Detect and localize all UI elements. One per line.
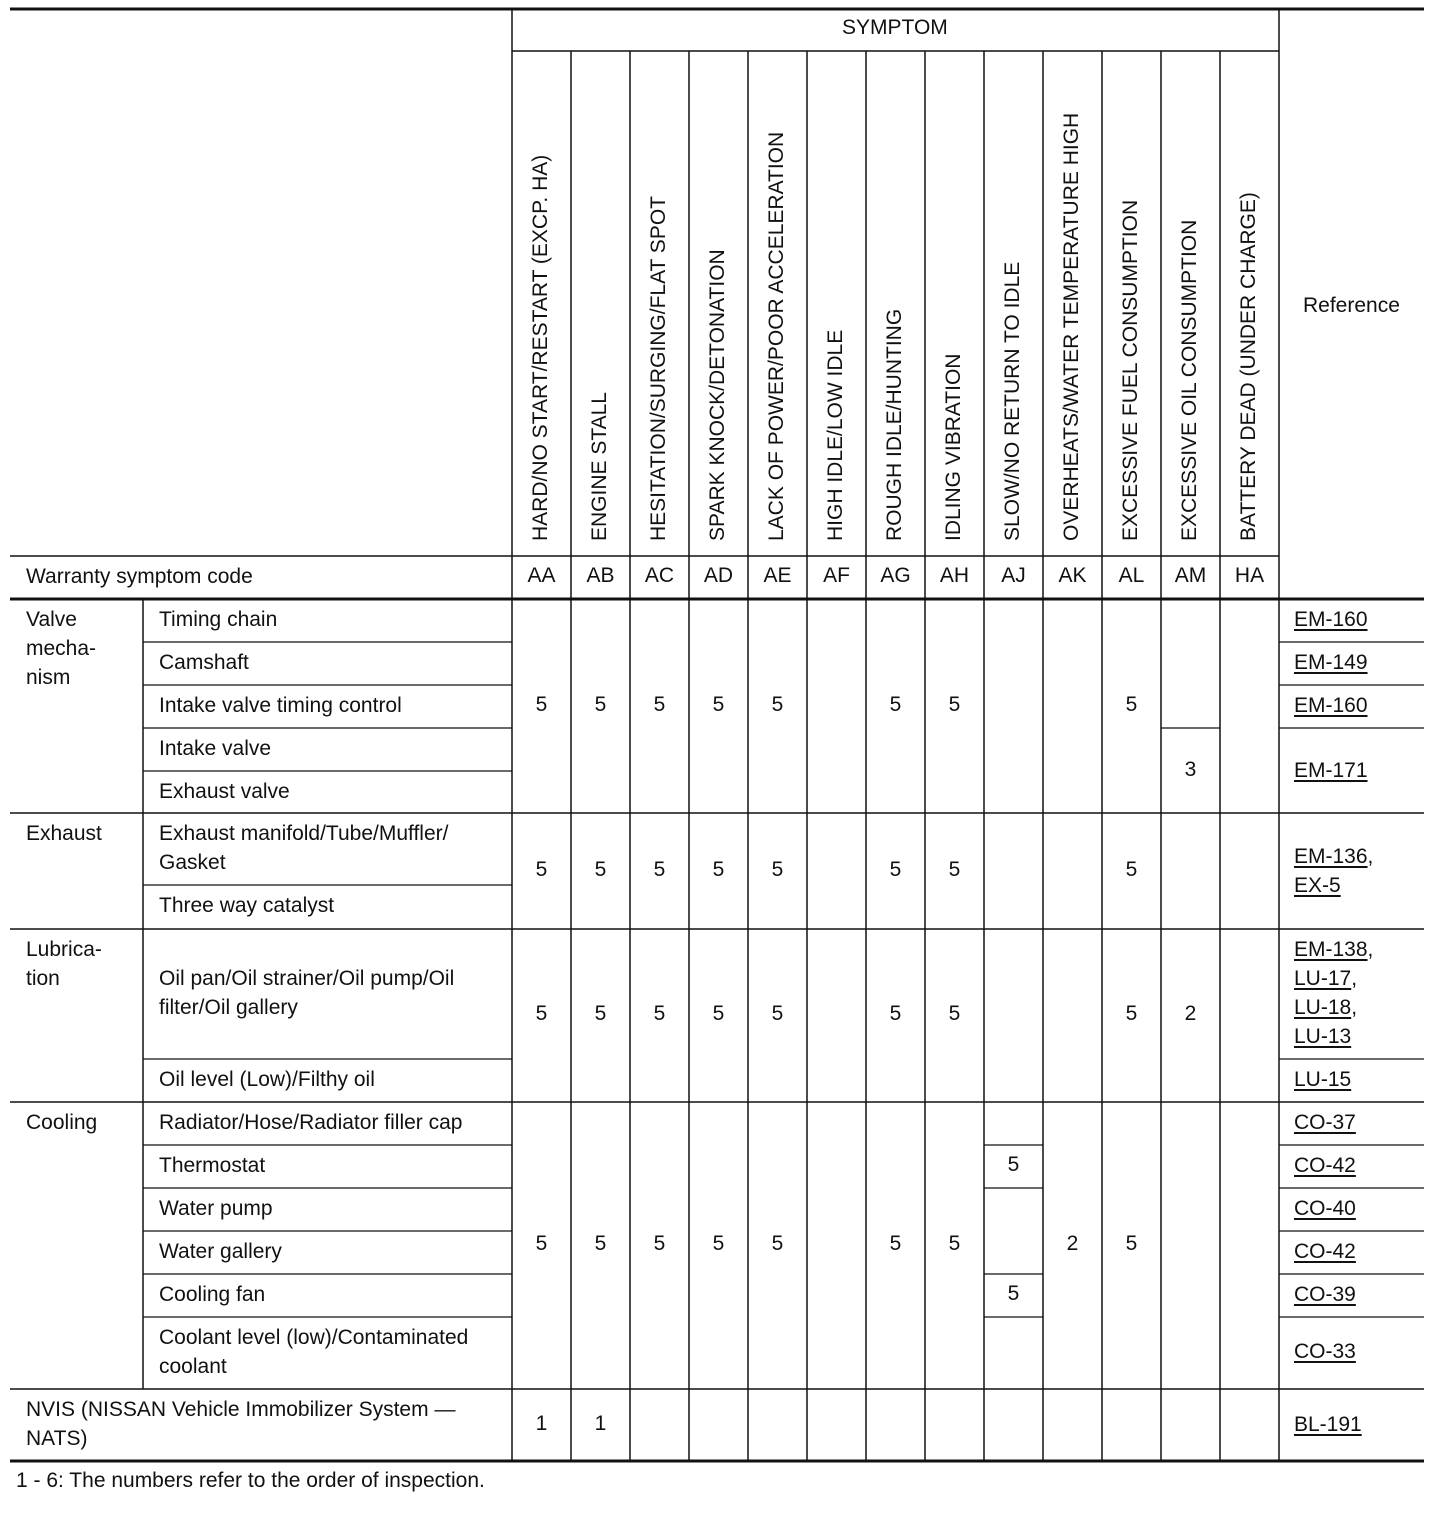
reference-header: Reference <box>1303 294 1400 317</box>
group-label-nvis: NATS) <box>26 1427 88 1450</box>
symptom-column-header: EXCESSIVE OIL CONSUMPTION <box>1177 219 1201 541</box>
inspection-order-value: 5 <box>712 858 725 881</box>
warranty-code: AF <box>823 564 850 587</box>
inspection-order-value: 5 <box>1007 1282 1020 1305</box>
reference-link-link[interactable]: LU-15 <box>1294 1068 1352 1091</box>
inspection-order-value: 5 <box>1125 1002 1138 1025</box>
item-label: Exhaust manifold/Tube/Muffler/ <box>159 822 449 845</box>
item-label: Intake valve <box>159 737 272 760</box>
symptom-column-header: ROUGH IDLE/HUNTING <box>882 308 906 541</box>
symptom-column-header: HESITATION/SURGING/FLAT SPOT <box>646 196 670 541</box>
inspection-order-value: 5 <box>889 1232 902 1255</box>
warranty-code: AD <box>703 564 734 587</box>
symptom-column-header: HARD/NO START/RESTART (EXCP. HA) <box>528 154 552 541</box>
reference-link-link[interactable]: EM-149 <box>1294 651 1368 674</box>
warranty-code: AM <box>1174 564 1207 587</box>
warranty-code: AA <box>527 564 556 587</box>
item-label: Oil level (Low)/Filthy oil <box>159 1068 375 1091</box>
item-label: Camshaft <box>159 651 249 674</box>
reference-link[interactable] <box>1294 1108 1356 1137</box>
inspection-order-value: 2 <box>1066 1232 1079 1255</box>
reference-link[interactable] <box>1294 842 1373 871</box>
reference-link[interactable] <box>1294 1194 1356 1223</box>
warranty-code-label: Warranty symptom code <box>26 565 253 588</box>
symptom-column-header: BATTERY DEAD (UNDER CHARGE) <box>1236 192 1260 541</box>
reference-link[interactable] <box>1294 1022 1351 1051</box>
group-label-cooling: Cooling <box>26 1111 98 1134</box>
inspection-order-value: 5 <box>712 693 725 716</box>
inspection-order-value: 5 <box>535 693 548 716</box>
reference-link-link[interactable]: LU-13 <box>1294 1025 1352 1048</box>
reference-link-link[interactable]: EM-171 <box>1294 759 1368 782</box>
reference-link-link[interactable]: EM-160 <box>1294 694 1368 717</box>
inspection-order-value: 5 <box>1007 1153 1020 1176</box>
symptom-column-header: ENGINE STALL <box>587 392 611 541</box>
footnote: 1 - 6: The numbers refer to the order of inspection. <box>16 1469 485 1492</box>
inspection-order-value: 5 <box>771 1002 784 1025</box>
warranty-code: AB <box>586 564 615 587</box>
reference-link[interactable] <box>1294 964 1357 993</box>
ref-separator: , <box>1351 967 1358 990</box>
inspection-order-value: 5 <box>948 693 961 716</box>
item-label: Thermostat <box>159 1154 266 1177</box>
reference-link[interactable] <box>1294 1410 1362 1439</box>
inspection-order-value: 5 <box>771 858 784 881</box>
inspection-order-value: 1 <box>594 1412 607 1435</box>
inspection-order-value: 5 <box>594 693 607 716</box>
ref-separator: , <box>1367 845 1374 868</box>
warranty-code: AE <box>763 564 792 587</box>
reference-link[interactable] <box>1294 691 1368 720</box>
ref-separator: , <box>1351 996 1358 1019</box>
reference-link-link[interactable]: EX-5 <box>1294 874 1341 897</box>
inspection-order-value: 5 <box>653 1002 666 1025</box>
symptom-column-header: SLOW/NO RETURN TO IDLE <box>1000 261 1024 541</box>
group-label-lubrication: Lubrica- <box>26 938 102 961</box>
item-label: Gasket <box>159 851 226 874</box>
item-label: Three way catalyst <box>159 894 335 917</box>
item-label: Radiator/Hose/Radiator filler cap <box>159 1111 463 1134</box>
reference-link-link[interactable]: LU-18 <box>1294 996 1352 1019</box>
reference-link-link[interactable]: CO-37 <box>1294 1111 1356 1134</box>
inspection-order-value: 5 <box>889 858 902 881</box>
reference-link[interactable] <box>1294 1280 1356 1309</box>
item-label: Coolant level (low)/Contaminated <box>159 1326 469 1349</box>
symptom-column-header: EXCESSIVE FUEL CONSUMPTION <box>1118 199 1142 541</box>
inspection-order-value: 5 <box>712 1002 725 1025</box>
reference-link-link[interactable]: CO-42 <box>1294 1240 1356 1263</box>
inspection-order-value: 5 <box>535 1002 548 1025</box>
symptom-column-header: HIGH IDLE/LOW IDLE <box>823 329 847 541</box>
item-label: coolant <box>159 1355 227 1378</box>
inspection-order-value: 5 <box>653 693 666 716</box>
item-label: Timing chain <box>159 608 278 631</box>
warranty-code: AJ <box>1001 564 1026 587</box>
reference-link-link[interactable]: EM-160 <box>1294 608 1368 631</box>
reference-link-link[interactable]: EM-136 <box>1294 845 1368 868</box>
inspection-order-value: 1 <box>535 1412 548 1435</box>
symptom-header: SYMPTOM <box>842 16 948 39</box>
group-label-valve: nism <box>26 666 71 689</box>
inspection-order-value: 5 <box>594 1002 607 1025</box>
reference-link[interactable] <box>1294 935 1373 964</box>
group-label-valve: mecha- <box>26 637 97 660</box>
inspection-order-value: 5 <box>1125 858 1138 881</box>
reference-link-link[interactable]: LU-17 <box>1294 967 1352 990</box>
reference-link-link[interactable]: CO-40 <box>1294 1197 1356 1220</box>
group-label-valve: Valve <box>26 608 77 631</box>
reference-link-link[interactable]: CO-33 <box>1294 1340 1356 1363</box>
inspection-order-value: 5 <box>1125 1232 1138 1255</box>
reference-link[interactable] <box>1294 871 1341 900</box>
reference-link[interactable] <box>1294 1337 1356 1366</box>
inspection-order-value: 5 <box>771 693 784 716</box>
reference-link[interactable] <box>1294 756 1368 785</box>
inspection-order-value: 5 <box>653 858 666 881</box>
inspection-order-value: 5 <box>535 1232 548 1255</box>
item-label: Water pump <box>159 1197 273 1220</box>
group-label-lubrication: tion <box>26 967 60 990</box>
inspection-order-value: 3 <box>1184 758 1197 781</box>
reference-link[interactable] <box>1294 1151 1356 1180</box>
inspection-order-value: 5 <box>712 1232 725 1255</box>
inspection-order-value: 5 <box>948 1232 961 1255</box>
warranty-code: HA <box>1234 564 1265 587</box>
reference-link[interactable] <box>1294 993 1357 1022</box>
reference-link[interactable] <box>1294 648 1368 677</box>
inspection-order-value: 5 <box>948 1002 961 1025</box>
inspection-order-value: 5 <box>948 858 961 881</box>
warranty-code: AG <box>880 564 911 587</box>
group-label-exhaust: Exhaust <box>26 822 102 845</box>
ref-separator: , <box>1367 938 1374 961</box>
reference-link-link[interactable]: CO-39 <box>1294 1283 1356 1306</box>
inspection-order-value: 5 <box>889 1002 902 1025</box>
inspection-order-value: 5 <box>1125 693 1138 716</box>
item-label: Exhaust valve <box>159 780 290 803</box>
inspection-order-value: 5 <box>594 858 607 881</box>
symptom-column-header: IDLING VIBRATION <box>941 353 965 541</box>
warranty-code: AK <box>1058 564 1087 587</box>
inspection-order-value: 5 <box>535 858 548 881</box>
inspection-order-value: 5 <box>889 693 902 716</box>
reference-link[interactable] <box>1294 605 1368 634</box>
inspection-order-value: 5 <box>594 1232 607 1255</box>
symptom-column-header: LACK OF POWER/POOR ACCELERATION <box>764 131 788 541</box>
warranty-code: AC <box>644 564 675 587</box>
warranty-code: AL <box>1118 564 1145 587</box>
reference-link[interactable] <box>1294 1237 1356 1266</box>
reference-link-link[interactable]: EM-138 <box>1294 938 1368 961</box>
reference-link-link[interactable]: BL-191 <box>1294 1413 1362 1436</box>
item-label: filter/Oil gallery <box>159 996 298 1019</box>
inspection-order-value: 5 <box>653 1232 666 1255</box>
reference-link[interactable] <box>1294 1065 1351 1094</box>
item-label: Intake valve timing control <box>159 694 402 717</box>
reference-link-link[interactable]: CO-42 <box>1294 1154 1356 1177</box>
symptom-column-header: OVERHEATS/WATER TEMPERATURE HIGH <box>1059 112 1083 541</box>
item-label: Water gallery <box>159 1240 282 1263</box>
symptom-column-header: SPARK KNOCK/DETONATION <box>705 249 729 541</box>
item-label: Oil pan/Oil strainer/Oil pump/Oil <box>159 967 455 990</box>
inspection-order-value: 5 <box>771 1232 784 1255</box>
inspection-order-value: 2 <box>1184 1002 1197 1025</box>
group-label-nvis: NVIS (NISSAN Vehicle Immobilizer System — <box>26 1398 456 1421</box>
warranty-code: AH <box>939 564 970 587</box>
item-label: Cooling fan <box>159 1283 266 1306</box>
